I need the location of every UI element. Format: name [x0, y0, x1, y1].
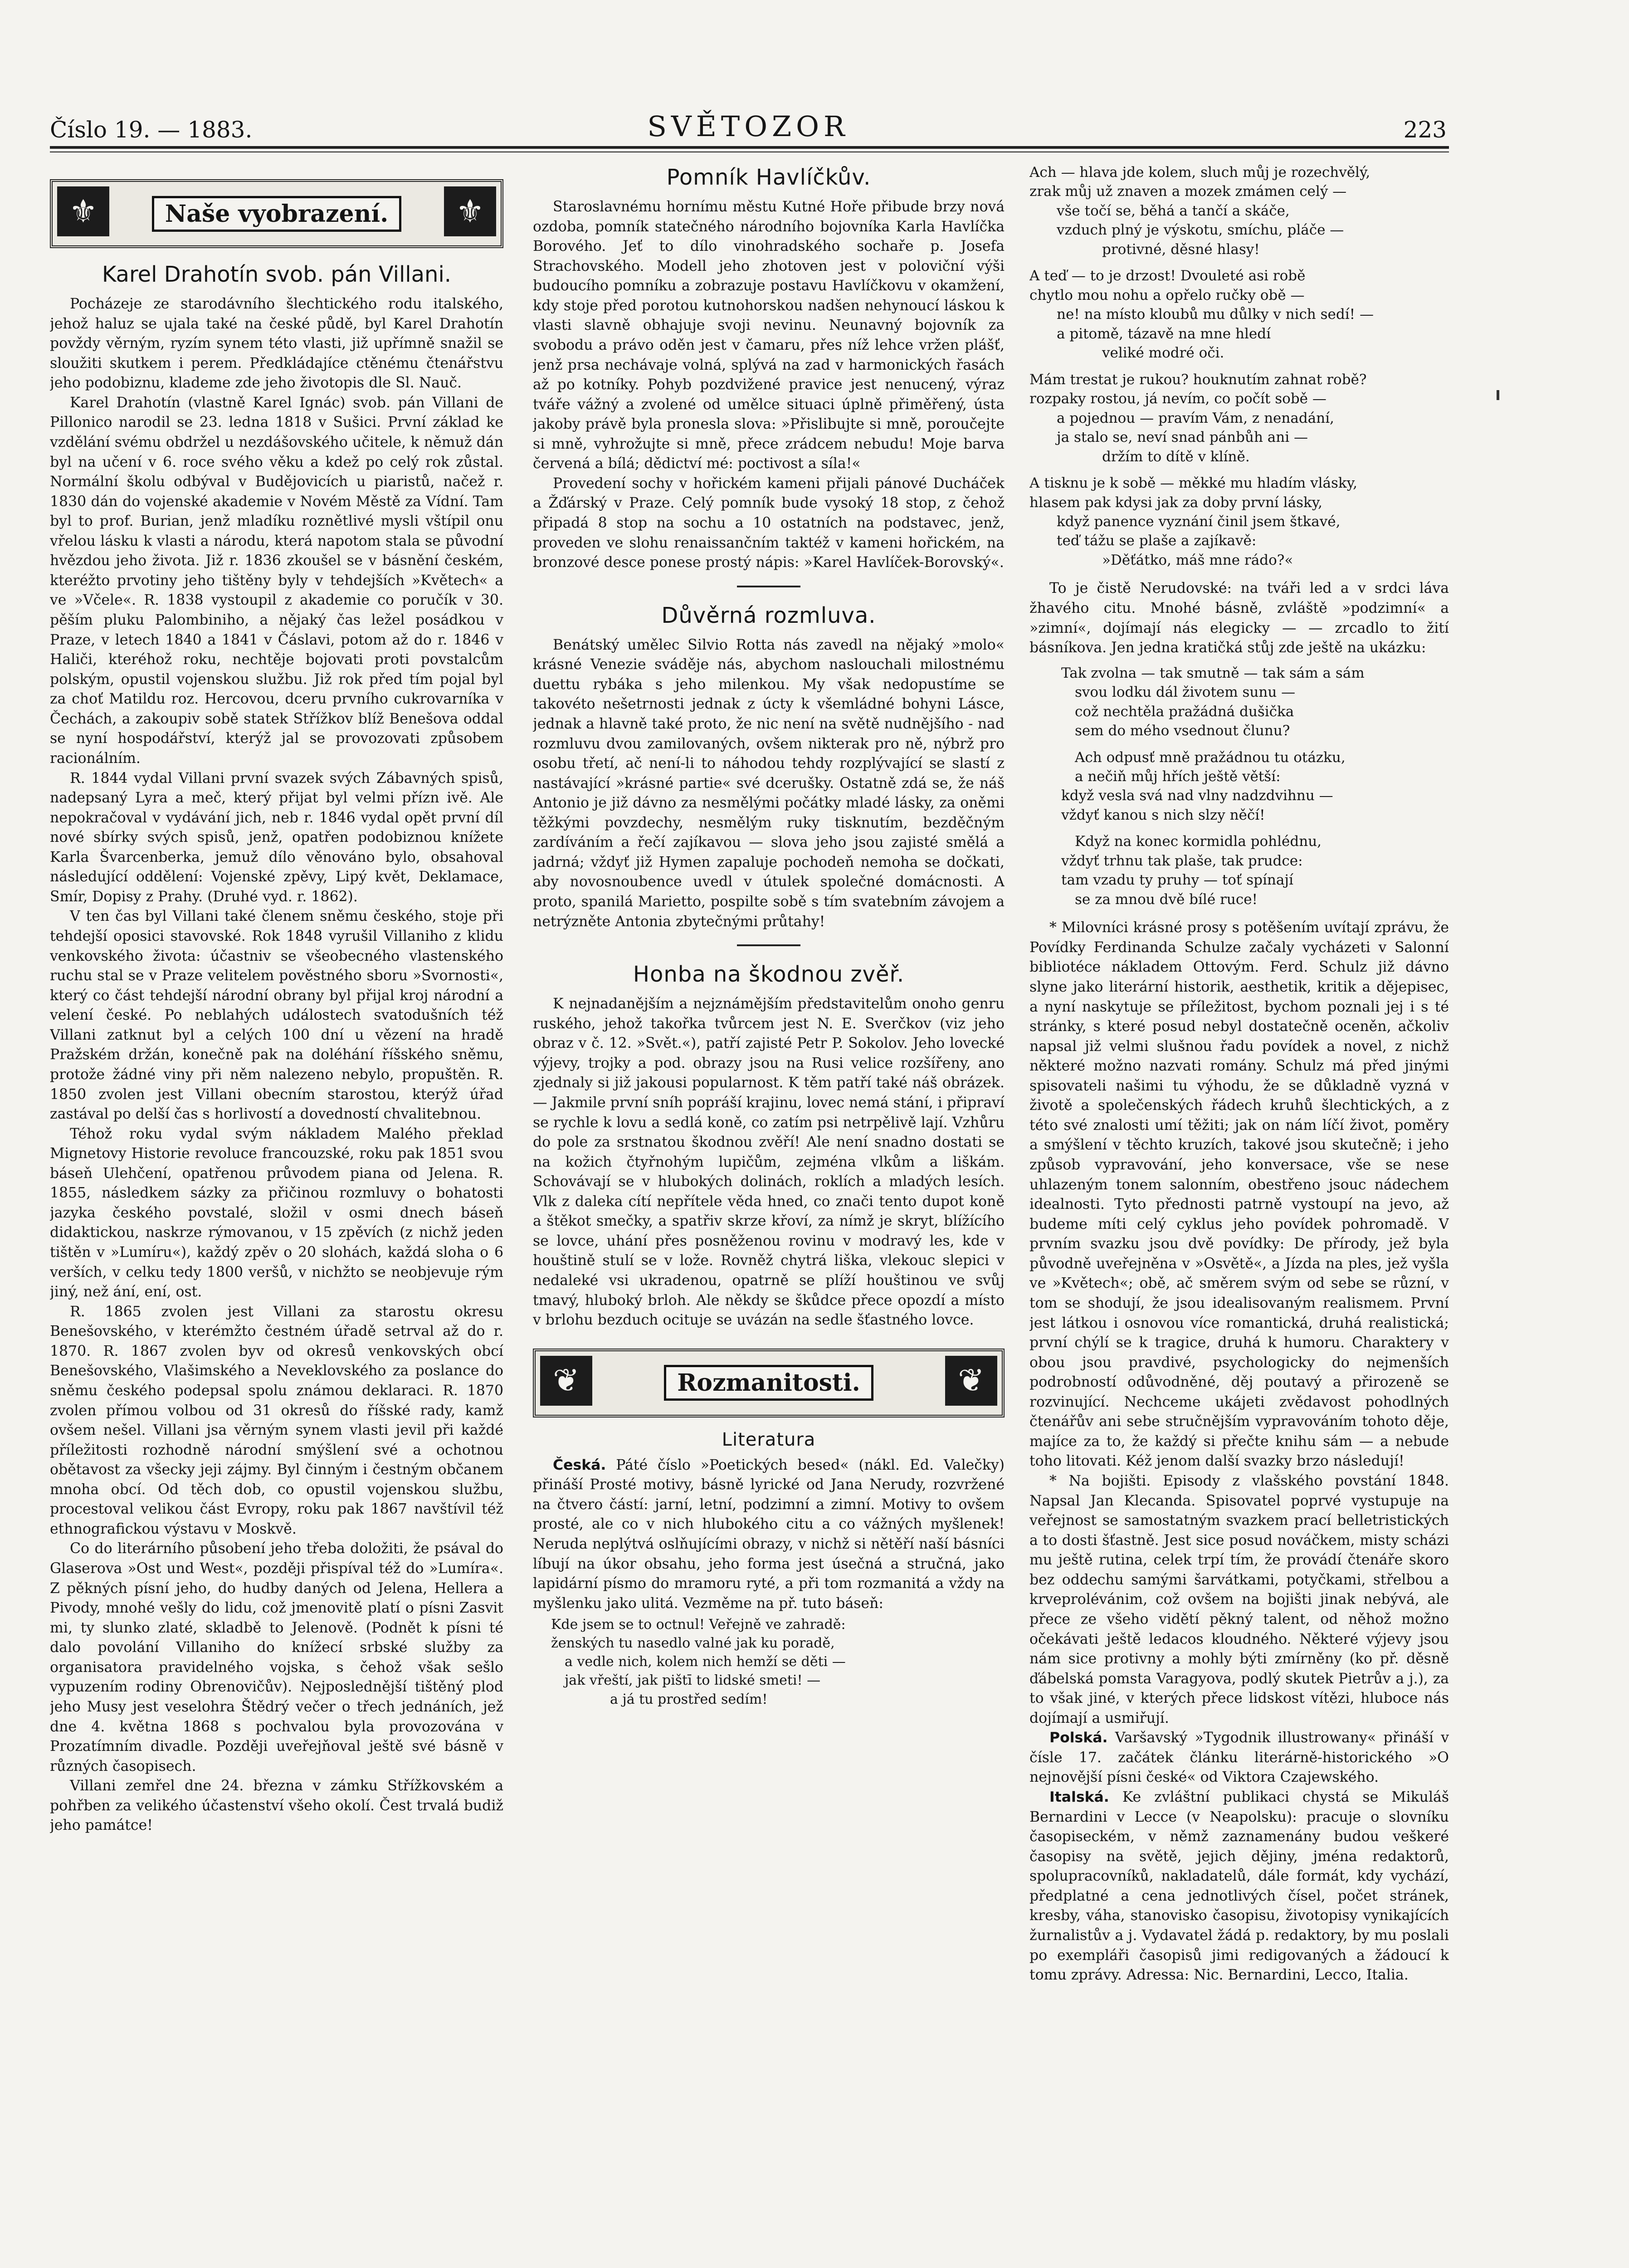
poem-excerpt-2 — [1061, 664, 1449, 909]
subsection-title-literatura: Literatura — [722, 1429, 816, 1450]
article-title-duverna: Důvěrná rozmluva. — [661, 602, 876, 628]
poem-continuation — [1029, 163, 1449, 570]
poem-line: a vedle nich, kolem nich hemží se děti — — [565, 1654, 846, 1670]
poem-line: Kde jsem se to octnul! Veřejně ve zahradě: — [551, 1617, 846, 1633]
article-title-honba: Honba na škodnou zvěř. — [633, 962, 905, 987]
poem-line: a nečiň můj hřích ještě větší: — [1075, 768, 1281, 785]
paragraph: R. 1865 zvolen jest Villani za starostu okresu Benešovského, v kterémžto čestném úřadě setrval až do r. 1870. R. 1867 zvolen byv od okresů venkovských obcí Benešovského, Vlašimského a Neveklovského za poslance do sněmu českého podepsal spolu známou deklaraci. R. 1870 zvolen přímou volbou od 31 okresů do říšské rady, kamž ovšem nešel. Villani jsa věrným synem vlasti jevil při každé příležitosti rozhodně národní smýšlení své a ochotnou obětavost za všecky jeji zájmy. Byl činným i čestným občanem mnoha obcí. Od těch dob, co opustil vojenskou službu, procestoval velikou část Evropy, roku pak 1867 navštívil též ethnografickou výstavu v Moskvě. — [50, 1303, 503, 1537]
paragraph: Karel Drahotín (vlastně Karel Ignác) svob. pán Villani de Pillonico narodil se 23. ledna 1818 v Sušici. První základ ke vzdělání svému obdržel u nezdášovského učitele, k němuž dán byl na učení v 6. roce svého věku a kdež po celý rok zůstal. Normální školu odbýval v Budějovicích u piaristů, načež r. 1830 dán do vojenské akademie v Novém Městě za Vídní. Tam byl to prof. Burian, jenž mladíku roznětlivé mysli vštípil onu vřelou lásku k vlasti a národu, která napotom stala se původní hvězdou jeho života. Již r. 1836 zkoušel se v básnění českém, kteréžto prvotiny jeho tištěny byly v tehdejších »Květech« a ve »Včele«. R. 1838 vystoupil z akademie co poručík v 30. pěším pluku Palombiniho, a nějaký čas ležel posádkou v Praze, v letech 1840 a 1841 v Čáslavi, potom až do r. 1846 v Haliči, kteréhož roku, nechtěje bojovati proti povstalcům polským, opustil vojenskou službu. Již rok před tím pojal byl za choť Matildu roz. Hercovou, dceru prvního cukrovarníka v Čechách, a zakoupiv sobě statek Střížkov blíž Benešova oddal se nyní hospodářství, kterýž jal se provozovati způsobem racionálním. — [50, 394, 503, 767]
paragraph: * Milovníci krásné prosy s potěšením uvítají zprávu, že Povídky Ferdinanda Schulze začaly vycházeti v Salonní bibliotéce nákladem Ottovým. Ferd. Schulz již dávno slyne jako literární historik, aesthetik, kritik a dějepisec, a nyní naskytuje se příležitost, bychom poznali jej i s té stránky, s které posud nebyl dostatečně oceněn, ačkoliv napsal již velmi slušnou řadu povídek a novel, z nichž některé možno nazvati romány. Schulz má před jinými spisovateli našimi tu výhodu, že se důkladně vyzná v životě a společenských řádech kruhů šlechtických, a z této své znalosti umí těžiti; jak on nám líčí život, poměry a smýšlení v těchto kruzích, takové jsou skutečně; i jeho způsob vypravování, jeho konversace, vše se nese uhlazeným tonem salonním, obestřeno jsouc nádechem idealnosti. Tyto přednosti patrně vystoupí na jevo, až budeme míti celý cyklus jeho povídek pohromadě. V prvním svazku jsou dvě povídky: De přírody, jež byla původně uveřejněna v »Osvětě«, a Jízda na ples, jež vyšla ve »Květech«; obě, ač směrem svým od sebe se různí, v tom se shodují, že jsou idealisovaným realismem. První jest látkou i osnovou více romantická, druhá realistická; první chýlí se k tragice, druhá k humoru. Charaktery v obou jsou pravdivé, psychologicky do nejmenších podrobností odůvodněné, děj poutavý a přirozeně se rozvinující. Nechceme ukájeti zvědavost pohodlných čtenářův ani sebe stručnějším vypravováním tohoto děje, majíce za to, že každý si přečte knihu sám — a nebude toho litovati. Kéž jenom další svazky brzo následují! — [1029, 919, 1449, 1470]
poem-line: vzduch plný je výskotu, smíchu, pláče — — [1057, 222, 1344, 239]
header-rule — [50, 146, 1449, 149]
poem-line: A teď — to je drzost! Dvouleté asi robě — [1029, 268, 1306, 284]
paragraph: Provedení sochy v hořickém kameni přijali pánové Ducháček a Žďárský v Praze. Celý pomník bude vysoký 18 stop, z čehož připadá 8 stop na sochu a 10 ostatních na podstavec, jenž, proveden ve slohu renaissančním taktéž v kameni hořickém, na bronzové desce ponese prostý nápis: »Karel Havlíček-Borovský«. — [533, 475, 1005, 571]
poem-line: vždyť trhnu tak plaše, tak prudce: — [1061, 852, 1303, 869]
poem-line: jak vřeští, jak pištī to lidské smeti! — — [565, 1672, 821, 1689]
poem-line: když vesla svá nad vlny nadzdvihnu — — [1061, 787, 1333, 804]
poem-line: a pojednou — pravím Vám, z nenadání, — [1057, 410, 1334, 426]
poem-line: protivné, děsné hlasy! — [1102, 241, 1260, 258]
poem-line: tam vzadu ty pruhy — toť spínají — [1061, 872, 1293, 889]
fleur-ornament-icon: ⚜ — [444, 186, 496, 236]
column-middle — [533, 161, 1005, 2257]
masthead-title: SVĚTOZOR — [647, 110, 849, 143]
paragraph: Villani zemřel dne 24. března v zámku Střížkovském a pohřben za velikého účastenství všeho okolí. Čest trvalá budiž jeho památce! — [50, 1778, 503, 1834]
poem-line: Když na konec kormidla pohlédnu, — [1075, 833, 1322, 850]
poem-line: a já tu prostřed sedím! — [610, 1691, 768, 1707]
poem-line — [1029, 363, 1449, 370]
poem-line: zrak můj už znaven a mozek zmámen celý — — [1029, 183, 1347, 200]
fleur-ornament-icon: ⚜ — [57, 186, 109, 236]
poem-line: Ach — hlava jde kolem, sluch můj je rozechvělý, — [1029, 164, 1371, 181]
poem-line: se za mnou dvě bílé ruce! — [1075, 891, 1258, 908]
poem-line: rozpaky rostou, já nevím, co počít sobě — — [1029, 391, 1327, 407]
paragraph: Staroslavnému hornímu městu Kutné Hoře přibude brzy nová ozdoba, pomník statečného národního bojovníka Karla Havlíčka Borového. Jeť to dílo vinohradského sochaře p. Josefa Strachovského. Modell jeho zhotoven jest v poloviční výši budoucího pomníku a zobrazuje postavu Havlíčkovu v okamžení, kdy stoje před porotou kutnohorskou nadšen nehynoucí láskou k vlasti slavně obhajuje svoji nevinu. Neunavný bojovník za svobodu a právo oděn jest v čamaru, přes níž lehce vržen plášť, jenž prsa nechávaje volná, splývá na zad v harmonických řasách až po kotníky. Pohyb pozdvižené pravice jest nenucený, výraz tváře vážný a zvolené od umělce situaci úplně přiměřený, ústa jakoby právě byla pronesla slova: »Přislibujte si mně, poroučejte si mně, vyhrožujte si mně, přece zrádcem nebudu! Moje barva červená a bílá; dědictví mé: poctivost a síla!« — [533, 199, 1005, 472]
poem-line: Tak zvolna — tak smutně — tak sám a sám — [1061, 665, 1365, 681]
poem-line: vždyť kanou s nich slzy něčí! — [1061, 807, 1265, 823]
poem-excerpt — [551, 1615, 1005, 1708]
article-title-pomnik: Pomník Havlíčkův. — [666, 165, 871, 190]
paragraph: Pocházeje ze starodávního šlechtického rodu italského, jehož haluz se ujala také na české půdě, byl Karel Drahotín povždy věrným, ryzím synem této vlasti, již upřímně snažil se sloužiti skutkem i perem. Předkládajíce ctěnému čtenářstvu jeho podobiznu, klademe zde jeho životopis dle Sl. Nauč. — [50, 296, 503, 391]
paragraph: K nejnadanějším a nejznámějším představitelům onoho genru ruského, jehož takořka tvůrcem jest N. E. Sverčkov (viz jeho obraz v č. 12. »Svět.«), patří zajisté Petr P. Sokolov. Jeho lovecké výjevy, trojky a pod. obrazy jsou na Rusi velice rozšířeny, ano zjednaly si již jakousi popularnost. K těm patří také náš obrázek. — Jakmile první sníh popráší krajinu, lovec nemá stání, i připraví se rychle k lovu a sedlá koně, co zatím psi netrpělivě lají. Vzhůru do pole za srstnatou škodnou zvěří! Ale není snadno dostati se na kožich čtyřnohým lupičům, zejména vlkům a liškám. Schovávají se v hlubokých dolinách, roklích a mladých lesích. Vlk z daleka cítí nepřítele věda hned, co znači tento dupot koně a štěkot smečky, a spatřiv skrze křoví, za nímž je skryt, blížícího se lovce, uhání přes posněženou rovinu v modravý les, kde v houštině stulí se v lože. Rovněž chytrá liška, vlekouc slepici v nedaleké vsi ukradenou, opatrně se plíží houštinou ve svůj tmavý, hluboký brloh. Ale někdy se škůdce přece opozdí a místo v brlohu bezduch ocituje se uvázán na sedle šťastného lovce. — [533, 996, 1005, 1329]
poem-line: ja stalo se, neví snad pánbůh ani — — [1057, 429, 1308, 446]
paragraph: Benátský umělec Silvio Rotta nás zavedl na nějaký »molo« krásné Venezie sváděje nás, abychom naslouchali milostnému duettu rybáka s jeho milenkou. My však nedopustíme se takovéto nešetrnosti jednak z úcty k všemládné bohyni Lásce, jednak a hlavně také proto, že nic není na světě nudnějšího - nad rozmluvu dvou zamilovaných, ovšem nikterak pro ně, nýbrž pro osobu třetí, ač není-li to náhodou tehdy rozplývající se slastí z nastávající »krásné partie« své dcerušky. Ostatně zdá se, že náš Antonio je již dávno za nesmělými počátky mladé lásky, za oněmi těžkými povzdechy, nesmělým ruky tisknutím, bezděčným zardíváním a řečí zajíkavou — slova jeho jsou zajisté smělá a jadrná; vždyť již Hymen zapaluje pochodeň nemoha se dočkati, aby novosnoubence uvedl v útulek společné domácnosti. A proto, spanilá Marietto, pospilte sobě s tím svatebním závojem a netrýzněte Antonia zbytečnými průtahy! — [533, 636, 1005, 930]
poem-line: ne! na místo kloubů mu důlky v nich sedí! — — [1057, 306, 1374, 323]
poem-line: což nechtěla pražádná dušička — [1075, 703, 1294, 720]
poem-line — [1061, 825, 1449, 832]
section-divider — [737, 944, 800, 946]
paragraph-text: Ke zvláštní publikaci chystá se Mikuláš Bernardini v Lecce (v Neapolsku): pracuje o slovníku časopiseckém, v němž zaznamenány budou veškeré časopisy na světě, jejich dějiny, jména redaktorů, spolupracovníků, nakladatelů, dále formát, kdy vychází, předplatné a cena jednotlivých čísel, počet stránek, kresby, váha, stanovisko časopisu, životopisy vynikajících žurnalistův a j. Vydavatel žádá p. redaktory, by mu poslali po exempláři časopisů jimi redigovaných a žádoucí k tomu zprávy. Adressa: Nic. Bernardini, Lecco, Italia. — [1029, 1789, 1449, 1984]
paragraph: To je čistě Nerudovské: na tváři led a v srdci láva žhavého citu. Mnohé básně, zvláště »podzimní« a »zimní«, dojímají nás elegicky — — zrcadlo to žití básníkova. Jen jedna kratičká stůj zde ještě na ukázku: — [1029, 580, 1449, 656]
poem-line: veliké modré oči. — [1102, 345, 1224, 362]
ornament-icon: ❦ — [540, 1356, 592, 1406]
category-label-ceska: Česká. — [553, 1457, 606, 1473]
poem-line — [1029, 466, 1449, 474]
banner-title: Naše vyobrazení. — [152, 196, 402, 232]
paragraph: V ten čas byl Villani také členem sněmu českého, stoje při tehdejší oposici stavovské. Rok 1848 vyrušil Villaniho z klidu venkovského života: účastniv se všeobecného vlastenského ruchu stal se v Praze velitelem pověstného sboru »Svornosti«, který co část tehdejší národní obrany byl přijal kroj národní a velení české. Po neblahých událostech svatodušních též Villani zatknut byl a celých 100 dní u vězení na hradě Pražském držán, konečně pak na doléhání říšského sněmu, protože žádné viny při něm nalezeno nebylo, propuštěn. R. 1850 zvolen jest Villani obecním starostou, kterýž úřad zastával po delší čas s horlivostí a dovedností chvalitebnou. — [50, 908, 503, 1123]
poem-line: vše točí se, běhá a tančí a skáče, — [1057, 202, 1290, 219]
issue-number: Číslo 19. — 1883. — [50, 117, 253, 143]
margin-mark — [1497, 390, 1499, 400]
section-divider — [737, 586, 800, 587]
poem-line: teď tážu se plaše a zajíkavě: — [1057, 533, 1257, 549]
paragraph-text: Varšavský »Tygodnik illustrowany« přináší v čísle 17. začátek článku literárně-historického »O nejnovější písni české« od Viktora Czajewského. — [1029, 1730, 1449, 1786]
poem-line: a pitomě, tázavě na mne hledí — [1057, 325, 1271, 342]
poem-line: Mám trestat je rukou? houknutím zahnat robě? — [1029, 371, 1367, 388]
poem-line — [1029, 259, 1449, 266]
poem-line: svou lodku dál životem sunu — — [1075, 684, 1296, 701]
poem-line: ženských tu nasedlo valné jak ku poradě, — [551, 1635, 835, 1652]
column-left — [50, 161, 503, 2166]
paragraph: R. 1844 vydal Villani první svazek svých Zábavných spisů, nadepsaný Lyra a meč, který přijat byl velmi přízn ivě. Ale nepokračoval v vydávání jich, neb r. 1846 vydal opět první díl nové sbírky svých spisů, jenž, opatřen podobiznou knížete Karla Švarcenberka, jemuž dílo věnováno bylo, obsahoval následující oddělení: Vojenské zpěvy, Lipý květ, Deklamace, Smír, Dopisy z Prahy. (Druhé vyd. r. 1862). — [50, 770, 503, 905]
section-banner-nase-vyobrazeni — [50, 179, 503, 248]
category-label-italska: Italská. — [1049, 1789, 1109, 1805]
article-title-villani: Karel Drahotín svob. pán Villani. — [102, 262, 452, 287]
banner-title: Rozmanitosti. — [664, 1365, 873, 1401]
poem-line: A tisknu je k sobě — měkké mu hladím vlásky, — [1029, 475, 1357, 492]
poem-line: chytlo mou nohu a opřelo ručky obě — — [1029, 287, 1305, 303]
poem-line: hlasem pak kdysi jak za doby první lásky, — [1029, 494, 1323, 511]
page-header — [50, 102, 1447, 143]
poem-line: sem do mého vsednout člunu? — [1075, 723, 1290, 739]
page-number: 223 — [1403, 117, 1447, 143]
poem-line — [1061, 741, 1449, 748]
ornament-icon: ❦ — [945, 1356, 997, 1406]
poem-line: držím to dítě v klíně. — [1102, 448, 1250, 465]
paragraph: Téhož roku vydal svým nákladem Malého překlad Mignetovy Historie revoluce francouzské, roku pak 1851 svou báseň Ulehčení, opatřenou průvodem piana od Jelena. R. 1855, následkem sázky za přičinou rozmluvy o bohatosti jazyka českého povstalé, složil v osmi dnech báseň didaktickou, naskrze rýmovanou, v 15 zpěvích (z nichž jeden tištěn v »Lumíru«), každý zpěv o 20 slohách, každá sloha o 6 verších, v celku tedy 1800 veršů, v nichžto se neobjevuje rým jiný, než ání, ení, ost. — [50, 1125, 503, 1300]
paragraph: * Na bojišti. Episody z vlašského povstání 1848. Napsal Jan Klecanda. Spisovatel poprvé vystupuje na veřejnost se samostatným svazkem prací belletristických a to dosti šťastně. Jest sice posud nováčkem, misty scházi mu ještě rutina, celek trpí tím, že provádí čtenáře skoro bez oddechu samými šarvátkami, potyčkami, střelbou a krveprolévánim, což ovšem na bojišti jinak nebývá, ale přece ze všeho vidětí pěkný talent, od něhož možno očekávati ještě ledacos kloudného. Některé výjevy jsou nám sice protivny a mohly býti zmírněny (ko př. děsně ďábelská pomsta Varagyova, podlý skutek Pietrův a j.), za to však jiné, v kterých přece lidskost vítězi, hluboce nás dojímají a usmiřují. — [1029, 1473, 1449, 1726]
paragraph-text: Páté číslo »Poetických besed« (nákl. Ed. Valečky) přináší Prosté motivy, básně lyrické od Jana Nerudy, rozvržené na čtvero částí: jarní, letní, podzimní a zimní. Motivy to ovšem prosté, ale co v nich hlubokého citu a co vážných myšlenek! Neruda neplýtvá oslňujícími obrazy, v nichž si nětěří naší básníci líbují na úkor obsahu, jeho forma jest úsečná a stručná, jako lapidární písmo do mramoru ryté, a při tom rozmanitá a vždy na myšlenku jako ulitá. Vezměme na př. tuto báseň: — [533, 1457, 1005, 1612]
poem-line: když panence vyznání činil jsem štkavé, — [1057, 513, 1341, 530]
poem-line: Ach odpusť mně pražádnou tu otázku, — [1075, 749, 1346, 766]
column-right — [1029, 161, 1449, 2170]
category-label-polska: Polská. — [1049, 1730, 1108, 1746]
paragraph: Co do literárního působení jeho třeba doložiti, že psával do Glaserova »Ost und West«, později přispíval též do »Lumíra«. Z pěkných písní jeho, do hudby daných od Jelena, Hellera a Pivody, mnohé vešly do lidu, což jmenovitě platí o písni Zasvit mi, ty slunko zlaté, skladbě to Jelenově. (Podnět k písni té dalo povolání Villaniho do knížecí srbské služby za organisatora pravidelného vojska, s čehož však sešlo vypuzením rodiny Obrenovičův). Nejposlednější tištěný plod jeho Musy jest veselohra Štědrý večer o třech jednáních, jež dne 4. května 1868 s pochvalou byla provozována v Prozatímním divadle. Později uveřejňoval ještě své básně v různých časopisech. — [50, 1540, 503, 1774]
section-banner-rozmanitosti — [533, 1349, 1005, 1418]
poem-line: »Děťátko, máš mne rádo?« — [1102, 552, 1293, 568]
